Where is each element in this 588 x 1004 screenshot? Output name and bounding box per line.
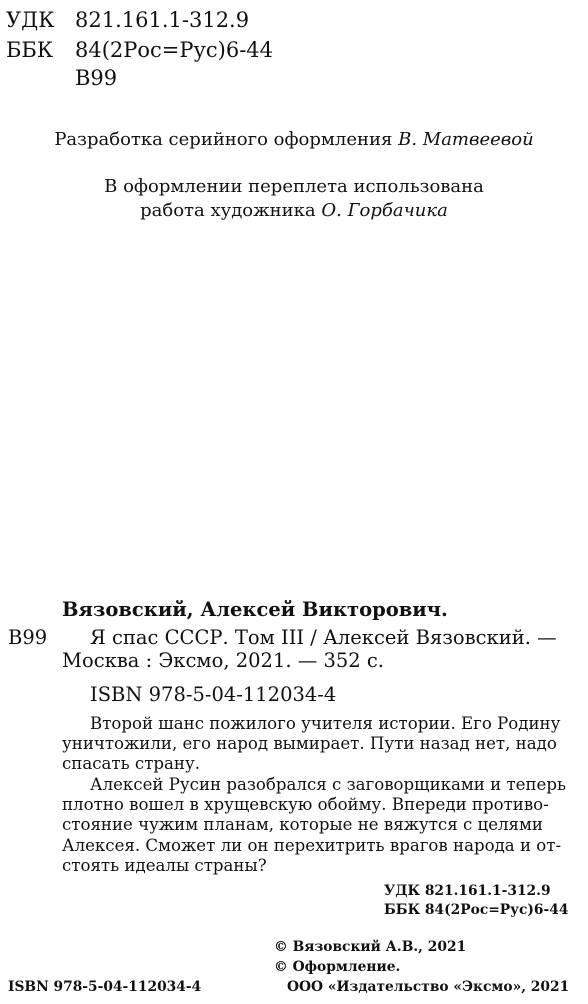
- annotation-line: Алексея. Сможет ли он перехитрить врагов народа и от-: [62, 836, 562, 855]
- annotation-line: стоять идеалы страны?: [62, 856, 267, 875]
- series-designer-name: В. Матвеевой: [398, 129, 534, 150]
- annotation-line: Алексей Русин разобрался с заговорщиками и теперь: [90, 775, 567, 794]
- bbk-code-bottom: ББК 84(2Рос=Рус)6-44: [384, 902, 569, 918]
- udk-label: УДК: [6, 8, 55, 32]
- bbk-value: 84(2Рос=Рус)6-44: [75, 38, 274, 62]
- cover-artist-name: О. Горбачика: [321, 200, 448, 221]
- bib-title-line: Я спас СССР. Том III / Алексей Вязовский. —: [90, 626, 557, 649]
- annotation-line: Второй шанс пожилого учителя истории. Его Родину: [90, 714, 561, 733]
- copyright-author: © Вязовский А.В., 2021: [274, 939, 467, 955]
- udk-code-bottom: УДК 821.161.1-312.9: [384, 883, 551, 899]
- bib-author: Вязовский, Алексей Викторович.: [62, 598, 448, 621]
- udk-value: 821.161.1-312.9: [75, 8, 250, 32]
- annotation-line: уничтожили, его народ вымирает. Пути назад нет, надо: [62, 734, 557, 753]
- series-design-credit: [0, 127, 588, 153]
- bib-isbn: ISBN 978-5-04-112034-4: [90, 683, 337, 706]
- bbk-label: ББК: [6, 38, 54, 62]
- cover-credit-line1: В оформлении переплета использована: [104, 176, 484, 197]
- series-design-prefix: Разработка серийного оформления: [54, 129, 399, 150]
- cover-credit-line2: [0, 198, 588, 224]
- copyright-design: © Оформление.: [274, 959, 401, 975]
- cover-credit-prefix: работа художника: [140, 200, 322, 221]
- annotation-line: спасать страну.: [62, 754, 201, 773]
- imprint-isbn: ISBN 978-5-04-112034-4: [8, 979, 202, 995]
- bib-publication-line: Москва : Эксмо, 2021. — 352 с.: [62, 649, 384, 672]
- annotation-line: стояние чужим планам, которые не вяжутся с целями: [62, 815, 543, 834]
- author-mark-top: В99: [75, 66, 118, 90]
- publisher: ООО «Издательство «Эксмо», 2021: [287, 979, 570, 995]
- annotation-line: плотно вошел в хрущевскую обойму. Впереди противо-: [62, 795, 549, 814]
- bib-author-mark: В99: [8, 626, 48, 649]
